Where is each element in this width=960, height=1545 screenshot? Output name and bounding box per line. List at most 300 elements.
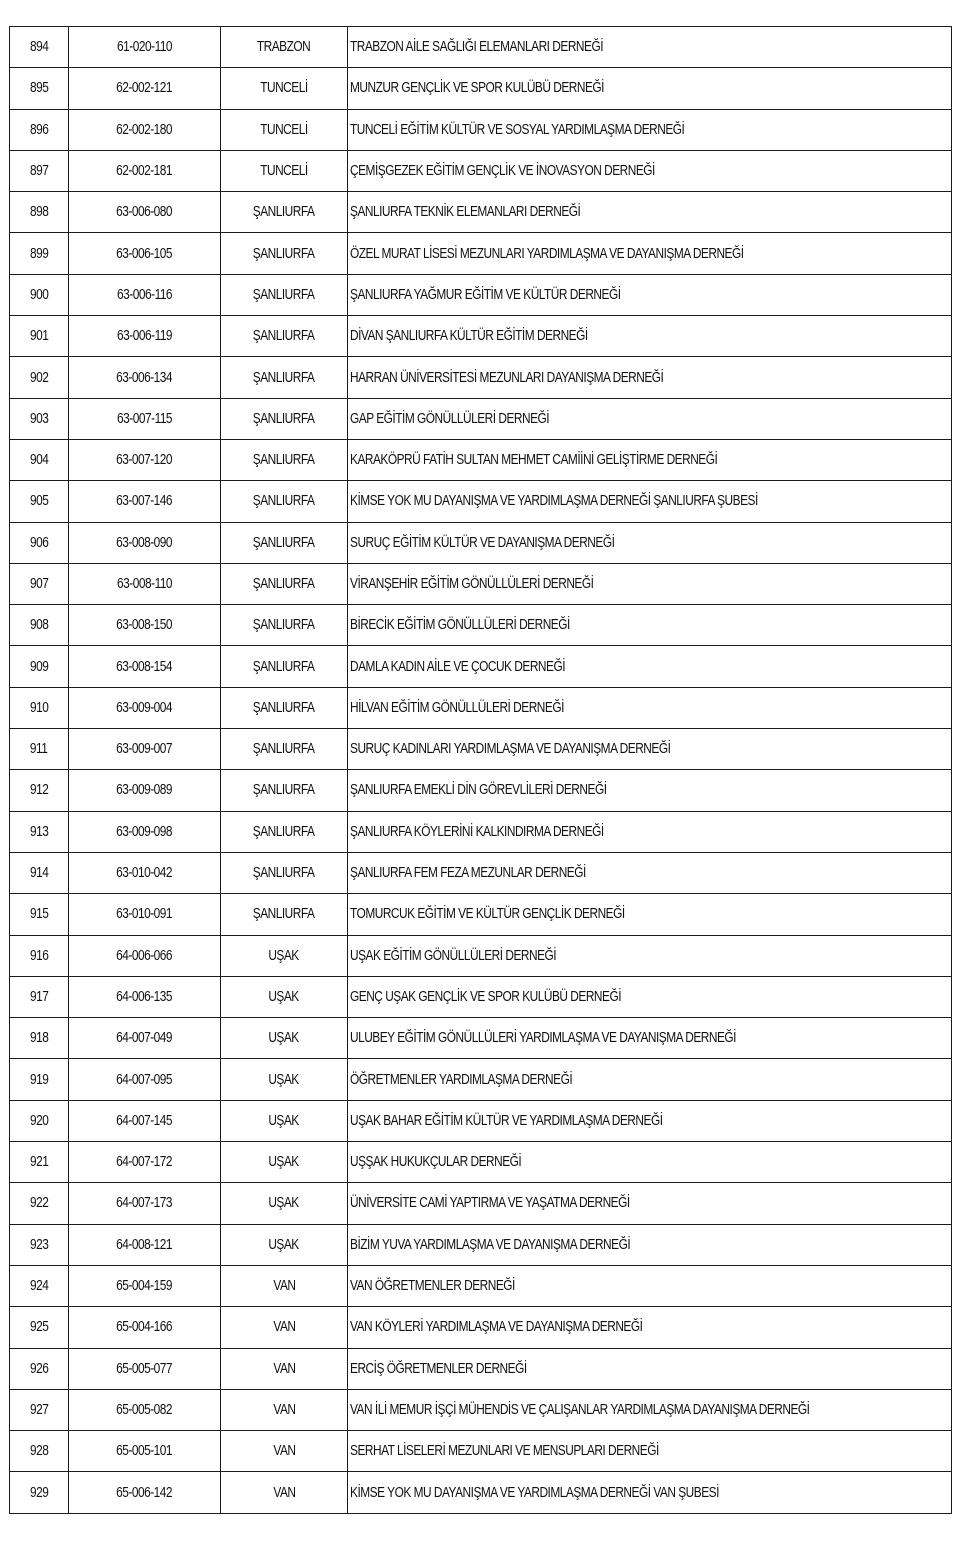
association-name-cell-text: VAN ÖĞRETMENLER DERNEĞİ: [350, 1278, 515, 1295]
table-row: [10, 150, 952, 191]
registry-code-cell-text: 63-009-098: [116, 823, 173, 840]
document-sheet: [9, 26, 951, 1514]
table-row: [10, 852, 952, 893]
province-cell-text: ŞANLIURFA: [253, 410, 315, 427]
province-cell: [221, 27, 348, 68]
association-name-cell: [348, 274, 952, 315]
row-number-cell-text: 929: [29, 1484, 49, 1501]
table-body: [10, 27, 952, 1514]
association-name-cell: [348, 1348, 952, 1389]
registry-code-cell: [69, 109, 221, 150]
row-number-cell-text: 903: [29, 410, 49, 427]
row-number-cell: [10, 522, 69, 563]
row-number-cell-text: 897: [29, 163, 49, 180]
registry-code-cell-text: 63-006-116: [116, 286, 173, 303]
association-name-cell: [348, 935, 952, 976]
row-number-cell-text: 894: [29, 39, 49, 56]
row-number-cell-text: 896: [29, 121, 49, 138]
registry-code-cell-text: 64-006-135: [116, 988, 173, 1005]
registry-code-cell: [69, 1142, 221, 1183]
association-name-cell: [348, 894, 952, 935]
province-cell-text: ŞANLIURFA: [253, 369, 315, 386]
table-row: [10, 439, 952, 480]
table-row: [10, 1100, 952, 1141]
association-name-cell: [348, 1224, 952, 1265]
row-number-cell-text: 899: [29, 245, 49, 262]
registry-code-cell: [69, 1100, 221, 1141]
table-row: [10, 1059, 952, 1100]
registry-code-cell-text: 63-006-080: [116, 204, 173, 221]
row-number-cell: [10, 1224, 69, 1265]
association-name-cell-text: ÖĞRETMENLER YARDIMLAŞMA DERNEĞİ: [350, 1071, 573, 1088]
province-cell-text: ŞANLIURFA: [253, 452, 315, 469]
table-row: [10, 1348, 952, 1389]
province-cell: [221, 1059, 348, 1100]
association-name-cell-text: BİRECİK EĞİTİM GÖNÜLLÜLERİ DERNEĞİ: [350, 617, 570, 634]
row-number-cell-text: 900: [29, 286, 49, 303]
province-cell-text: VAN: [272, 1484, 296, 1501]
row-number-cell: [10, 1431, 69, 1472]
registry-code-cell-text: 63-009-004: [116, 699, 173, 716]
row-number-cell-text: 925: [29, 1319, 49, 1336]
province-cell-text: ŞANLIURFA: [253, 617, 315, 634]
association-name-cell-text: VAN KÖYLERİ YARDIMLAŞMA VE DAYANIŞMA DERNEĞİ: [350, 1319, 643, 1336]
province-cell-text: ŞANLIURFA: [253, 328, 315, 345]
registry-code-cell-text: 63-007-120: [116, 452, 173, 469]
row-number-cell-text: 895: [29, 80, 49, 97]
province-cell-text: VAN: [272, 1360, 296, 1377]
table-row: [10, 1307, 952, 1348]
province-cell: [221, 316, 348, 357]
province-cell-text: ŞANLIURFA: [253, 741, 315, 758]
province-cell: [221, 894, 348, 935]
table-row: [10, 935, 952, 976]
row-number-cell-text: 920: [29, 1112, 49, 1129]
row-number-cell: [10, 976, 69, 1017]
province-cell-text: UŞAK: [268, 947, 300, 964]
association-name-cell-text: GENÇ UŞAK GENÇLİK VE SPOR KULÜBÜ DERNEĞİ: [350, 988, 622, 1005]
row-number-cell: [10, 1183, 69, 1224]
association-name-cell: [348, 150, 952, 191]
association-name-cell: [348, 1142, 952, 1183]
association-name-cell-text: UŞAK BAHAR EĞİTİM KÜLTÜR VE YARDIMLAŞMA DERNEĞİ: [350, 1112, 663, 1129]
association-name-cell: [348, 27, 952, 68]
registry-code-cell: [69, 935, 221, 976]
province-cell-text: ŞANLIURFA: [253, 699, 315, 716]
registry-code-cell-text: 63-008-110: [116, 576, 173, 592]
association-name-cell: [348, 1183, 952, 1224]
registry-code-cell-text: 63-009-007: [116, 741, 173, 758]
table-row: [10, 811, 952, 852]
registry-code-cell-text: 63-008-090: [116, 534, 173, 551]
registry-code-cell-text: 63-010-091: [116, 906, 173, 923]
registry-code-cell-text: 63-010-042: [116, 865, 173, 882]
table-row: [10, 605, 952, 646]
registry-code-cell-text: 64-007-172: [116, 1154, 173, 1171]
row-number-cell-text: 921: [29, 1154, 49, 1171]
registry-code-cell-text: 65-005-082: [116, 1401, 173, 1418]
registry-code-cell-text: 64-007-173: [116, 1195, 173, 1212]
association-name-cell: [348, 1389, 952, 1430]
province-cell-text: ŞANLIURFA: [253, 658, 315, 675]
province-cell-text: VAN: [272, 1401, 296, 1418]
province-cell: [221, 481, 348, 522]
row-number-cell: [10, 481, 69, 522]
registry-code-cell: [69, 439, 221, 480]
registry-code-cell: [69, 811, 221, 852]
province-cell: [221, 1307, 348, 1348]
registry-code-cell-text: 65-005-077: [116, 1360, 173, 1377]
association-name-cell-text: DAMLA KADIN AİLE VE ÇOCUK DERNEĞİ: [350, 658, 566, 675]
row-number-cell-text: 927: [29, 1401, 49, 1418]
province-cell-text: UŞAK: [268, 1195, 300, 1212]
table-row: [10, 1018, 952, 1059]
row-number-cell-text: 902: [29, 369, 49, 386]
row-number-cell-text: 924: [29, 1278, 49, 1295]
registry-code-cell-text: 63-007-146: [116, 493, 173, 510]
row-number-cell: [10, 68, 69, 109]
province-cell: [221, 357, 348, 398]
registry-code-cell-text: 62-002-121: [116, 80, 173, 97]
row-number-cell-text: 915: [29, 906, 49, 923]
province-cell: [221, 811, 348, 852]
row-number-cell: [10, 1059, 69, 1100]
association-name-cell-text: ŞANLIURFA YAĞMUR EĞİTİM VE KÜLTÜR DERNEĞİ: [350, 286, 621, 303]
province-cell-text: TUNCELİ: [260, 80, 308, 97]
row-number-cell-text: 911: [30, 741, 48, 758]
association-name-cell: [348, 687, 952, 728]
province-cell-text: ŞANLIURFA: [253, 534, 315, 551]
row-number-cell-text: 926: [29, 1360, 49, 1377]
registry-code-cell: [69, 1389, 221, 1430]
registry-code-cell-text: 65-005-101: [116, 1443, 173, 1460]
registry-code-cell: [69, 1224, 221, 1265]
registry-code-cell: [69, 1431, 221, 1472]
row-number-cell: [10, 109, 69, 150]
registry-code-cell: [69, 605, 221, 646]
row-number-cell-text: 914: [29, 865, 49, 882]
association-name-cell: [348, 316, 952, 357]
province-cell-text: ŞANLIURFA: [253, 823, 315, 840]
registry-code-cell: [69, 770, 221, 811]
table-row: [10, 233, 952, 274]
province-cell: [221, 1389, 348, 1430]
province-cell: [221, 109, 348, 150]
row-number-cell: [10, 192, 69, 233]
association-name-cell: [348, 68, 952, 109]
province-cell-text: ŞANLIURFA: [253, 782, 315, 799]
row-number-cell: [10, 233, 69, 274]
registry-code-cell: [69, 729, 221, 770]
table-row: [10, 1431, 952, 1472]
association-name-cell-text: ŞANLIURFA EMEKLİ DİN GÖREVLİLERİ DERNEĞİ: [350, 782, 607, 799]
table-row: [10, 109, 952, 150]
row-number-cell-text: 917: [29, 988, 49, 1005]
registry-code-cell: [69, 976, 221, 1017]
row-number-cell-text: 910: [29, 699, 49, 716]
registry-code-cell: [69, 68, 221, 109]
table-row: [10, 357, 952, 398]
registry-code-cell: [69, 274, 221, 315]
row-number-cell-text: 922: [29, 1195, 49, 1212]
registry-code-cell: [69, 192, 221, 233]
association-name-cell: [348, 1307, 952, 1348]
table-row: [10, 1389, 952, 1430]
table-row: [10, 316, 952, 357]
row-number-cell-text: 904: [29, 452, 49, 469]
province-cell: [221, 646, 348, 687]
registry-code-cell: [69, 646, 221, 687]
registry-code-cell: [69, 233, 221, 274]
row-number-cell: [10, 27, 69, 68]
row-number-cell-text: 909: [29, 658, 49, 675]
registry-code-cell: [69, 1472, 221, 1513]
row-number-cell: [10, 811, 69, 852]
association-name-cell-text: ŞANLIURFA KÖYLERİNİ KALKINDIRMA DERNEĞİ: [350, 823, 604, 840]
row-number-cell-text: 898: [29, 204, 49, 221]
registry-code-cell-text: 63-008-154: [116, 658, 173, 675]
association-name-cell-text: SERHAT LİSELERİ MEZUNLARI VE MENSUPLARI DERNEĞİ: [350, 1443, 659, 1460]
association-name-cell: [348, 852, 952, 893]
association-name-cell-text: KİMSE YOK MU DAYANIŞMA VE YARDIMLAŞMA DERNEĞİ VAN ŞUBESİ: [350, 1484, 719, 1501]
row-number-cell: [10, 894, 69, 935]
row-number-cell: [10, 274, 69, 315]
table-row: [10, 729, 952, 770]
table-row: [10, 646, 952, 687]
province-cell: [221, 852, 348, 893]
association-name-cell-text: UŞAK EĞİTİM GÖNÜLLÜLERİ DERNEĞİ: [350, 947, 557, 964]
registry-code-cell-text: 64-007-095: [116, 1071, 173, 1088]
association-name-cell: [348, 1018, 952, 1059]
row-number-cell: [10, 1018, 69, 1059]
row-number-cell: [10, 357, 69, 398]
registry-code-cell-text: 65-004-159: [116, 1278, 173, 1295]
province-cell: [221, 1183, 348, 1224]
row-number-cell-text: 907: [29, 576, 49, 592]
province-cell-text: ŞANLIURFA: [253, 865, 315, 882]
association-name-cell-text: BİZİM YUVA YARDIMLAŞMA VE DAYANIŞMA DERNEĞİ: [350, 1236, 631, 1253]
registry-code-cell: [69, 150, 221, 191]
association-name-cell-text: ULUBEY EĞİTİM GÖNÜLLÜLERİ YARDIMLAŞMA VE DAYANIŞMA DERNEĞİ: [350, 1030, 736, 1047]
association-name-cell-text: SURUÇ EĞİTİM KÜLTÜR VE DAYANIŞMA DERNEĞİ: [350, 534, 615, 551]
table-row: [10, 687, 952, 728]
registry-code-cell: [69, 563, 221, 604]
association-name-cell: [348, 729, 952, 770]
registry-code-cell-text: 63-006-105: [116, 245, 173, 262]
province-cell-text: UŞAK: [268, 1236, 300, 1253]
association-table: [9, 26, 952, 1514]
province-cell: [221, 770, 348, 811]
row-number-cell-text: 912: [29, 782, 49, 799]
registry-code-cell: [69, 481, 221, 522]
province-cell: [221, 935, 348, 976]
table-row: [10, 192, 952, 233]
association-name-cell: [348, 398, 952, 439]
row-number-cell: [10, 852, 69, 893]
association-name-cell-text: UŞŞAK HUKUKÇULAR DERNEĞİ: [350, 1154, 522, 1171]
association-name-cell: [348, 481, 952, 522]
association-name-cell: [348, 770, 952, 811]
row-number-cell: [10, 150, 69, 191]
association-name-cell: [348, 646, 952, 687]
association-name-cell: [348, 109, 952, 150]
row-number-cell: [10, 1348, 69, 1389]
row-number-cell-text: 916: [29, 947, 49, 964]
province-cell: [221, 976, 348, 1017]
table-row: [10, 976, 952, 1017]
association-name-cell-text: SURUÇ KADINLARI YARDIMLAŞMA VE DAYANIŞMA DERNEĞİ: [350, 741, 671, 758]
row-number-cell: [10, 729, 69, 770]
province-cell-text: UŞAK: [268, 988, 300, 1005]
province-cell-text: ŞANLIURFA: [253, 245, 315, 262]
registry-code-cell: [69, 522, 221, 563]
registry-code-cell-text: 65-006-142: [116, 1484, 173, 1501]
row-number-cell-text: 906: [29, 534, 49, 551]
province-cell-text: ŞANLIURFA: [253, 906, 315, 923]
association-name-cell: [348, 976, 952, 1017]
province-cell-text: VAN: [272, 1278, 296, 1295]
registry-code-cell: [69, 1348, 221, 1389]
province-cell-text: UŞAK: [268, 1030, 300, 1047]
row-number-cell: [10, 563, 69, 604]
row-number-cell: [10, 770, 69, 811]
province-cell: [221, 68, 348, 109]
table-row: [10, 1142, 952, 1183]
registry-code-cell: [69, 1265, 221, 1306]
association-name-cell: [348, 357, 952, 398]
province-cell-text: ŞANLIURFA: [253, 493, 315, 510]
province-cell: [221, 563, 348, 604]
row-number-cell-text: 918: [29, 1030, 49, 1047]
province-cell-text: VAN: [272, 1319, 296, 1336]
registry-code-cell-text: 63-006-119: [116, 328, 173, 345]
association-name-cell: [348, 563, 952, 604]
province-cell: [221, 398, 348, 439]
association-name-cell: [348, 522, 952, 563]
table-row: [10, 1265, 952, 1306]
registry-code-cell-text: 63-007-115: [116, 410, 173, 427]
province-cell: [221, 1472, 348, 1513]
registry-code-cell-text: 63-009-089: [116, 782, 173, 799]
table-row: [10, 563, 952, 604]
registry-code-cell: [69, 894, 221, 935]
association-name-cell-text: MUNZUR GENÇLİK VE SPOR KULÜBÜ DERNEĞİ: [350, 80, 604, 97]
table-row: [10, 274, 952, 315]
registry-code-cell: [69, 1018, 221, 1059]
province-cell: [221, 1100, 348, 1141]
association-name-cell: [348, 1265, 952, 1306]
association-name-cell-text: KARAKÖPRÜ FATİH SULTAN MEHMET CAMİİNİ GELİŞTİRME DERNEĞİ: [350, 452, 718, 469]
province-cell: [221, 1348, 348, 1389]
row-number-cell: [10, 1389, 69, 1430]
province-cell-text: TUNCELİ: [260, 121, 308, 138]
province-cell-text: ŞANLIURFA: [253, 576, 315, 592]
province-cell: [221, 192, 348, 233]
association-name-cell-text: ŞANLIURFA TEKNİK ELEMANLARI DERNEĞİ: [350, 204, 581, 221]
row-number-cell: [10, 1142, 69, 1183]
table-row: [10, 522, 952, 563]
province-cell-text: UŞAK: [268, 1112, 300, 1129]
association-name-cell-text: VAN İLİ MEMUR İŞÇİ MÜHENDİS VE ÇALIŞANLAR YARDIMLAŞMA DAYANIŞMA DERNEĞİ: [350, 1401, 810, 1418]
table-row: [10, 398, 952, 439]
row-number-cell-text: 905: [29, 493, 49, 510]
association-name-cell: [348, 1431, 952, 1472]
association-name-cell: [348, 233, 952, 274]
registry-code-cell: [69, 27, 221, 68]
association-name-cell-text: KİMSE YOK MU DAYANIŞMA VE YARDIMLAŞMA DERNEĞİ ŞANLIURFA ŞUBESİ: [350, 493, 758, 510]
registry-code-cell-text: 64-006-066: [116, 947, 173, 964]
table-row: [10, 770, 952, 811]
row-number-cell: [10, 687, 69, 728]
association-name-cell-text: ŞANLIURFA FEM FEZA MEZUNLAR DERNEĞİ: [350, 865, 586, 882]
association-name-cell-text: TOMURCUK EĞİTİM VE KÜLTÜR GENÇLİK DERNEĞİ: [350, 906, 625, 923]
association-name-cell: [348, 192, 952, 233]
registry-code-cell: [69, 1183, 221, 1224]
row-number-cell-text: 901: [29, 328, 49, 345]
registry-code-cell: [69, 852, 221, 893]
table-row: [10, 1183, 952, 1224]
province-cell-text: TRABZON: [257, 39, 311, 56]
province-cell-text: UŞAK: [268, 1071, 300, 1088]
association-name-cell: [348, 1059, 952, 1100]
row-number-cell: [10, 646, 69, 687]
association-name-cell-text: ÖZEL MURAT LİSESİ MEZUNLARI YARDIMLAŞMA VE DAYANIŞMA DERNEĞİ: [350, 245, 744, 262]
row-number-cell-text: 923: [29, 1236, 49, 1253]
row-number-cell-text: 913: [29, 823, 49, 840]
registry-code-cell: [69, 687, 221, 728]
province-cell: [221, 1431, 348, 1472]
association-name-cell: [348, 811, 952, 852]
association-name-cell-text: HARRAN ÜNİVERSİTESİ MEZUNLARI DAYANIŞMA DERNEĞİ: [350, 369, 664, 386]
association-name-cell-text: TUNCELİ EĞİTİM KÜLTÜR VE SOSYAL YARDIMLAŞMA DERNEĞİ: [350, 121, 685, 138]
row-number-cell: [10, 1265, 69, 1306]
row-number-cell: [10, 439, 69, 480]
registry-code-cell: [69, 1059, 221, 1100]
province-cell-text: ŞANLIURFA: [253, 286, 315, 303]
province-cell-text: ŞANLIURFA: [253, 204, 315, 221]
row-number-cell: [10, 605, 69, 646]
registry-code-cell-text: 61-020-110: [116, 39, 173, 56]
registry-code-cell: [69, 1307, 221, 1348]
province-cell: [221, 687, 348, 728]
province-cell: [221, 1224, 348, 1265]
province-cell: [221, 1142, 348, 1183]
province-cell: [221, 605, 348, 646]
province-cell: [221, 729, 348, 770]
registry-code-cell-text: 62-002-180: [116, 121, 173, 138]
registry-code-cell: [69, 357, 221, 398]
row-number-cell: [10, 1472, 69, 1513]
province-cell: [221, 439, 348, 480]
association-name-cell: [348, 605, 952, 646]
association-name-cell-text: ERCİŞ ÖĞRETMENLER DERNEĞİ: [350, 1360, 527, 1377]
province-cell: [221, 1018, 348, 1059]
registry-code-cell-text: 64-007-049: [116, 1030, 173, 1047]
registry-code-cell-text: 63-008-150: [116, 617, 173, 634]
table-row: [10, 68, 952, 109]
association-name-cell-text: VİRANŞEHİR EĞİTİM GÖNÜLLÜLERİ DERNEĞİ: [350, 576, 594, 592]
province-cell: [221, 274, 348, 315]
registry-code-cell: [69, 316, 221, 357]
association-name-cell-text: ÜNİVERSİTE CAMİ YAPTIRMA VE YAŞATMA DERNEĞİ: [350, 1195, 630, 1212]
row-number-cell-text: 919: [29, 1071, 49, 1088]
registry-code-cell-text: 63-006-134: [116, 369, 173, 386]
association-name-cell-text: TRABZON AİLE SAĞLIĞI ELEMANLARI DERNEĞİ: [350, 39, 604, 56]
row-number-cell: [10, 1307, 69, 1348]
table-row: [10, 1224, 952, 1265]
registry-code-cell-text: 62-002-181: [116, 163, 173, 180]
province-cell: [221, 522, 348, 563]
